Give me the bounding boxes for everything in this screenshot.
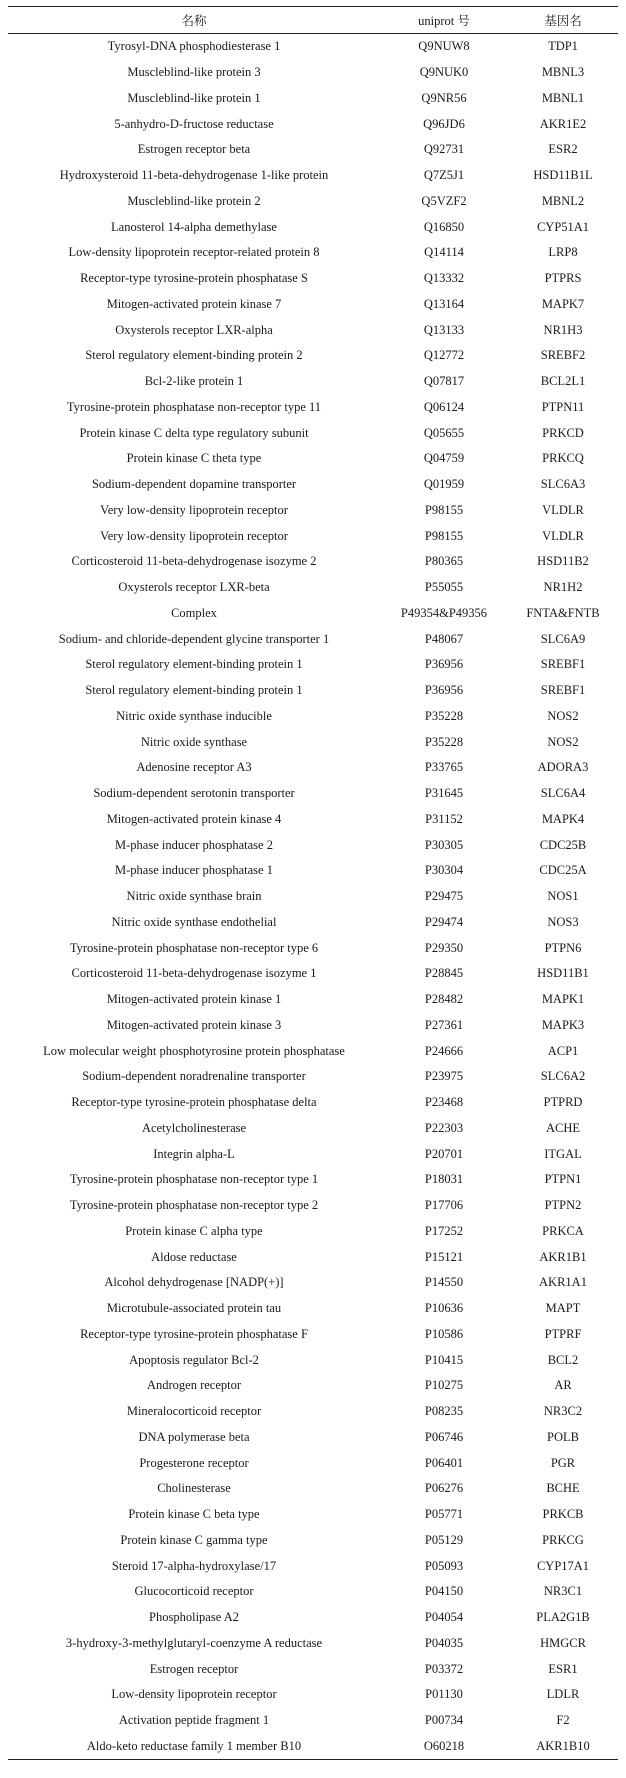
table-row	[8, 987, 618, 1013]
table-row	[8, 86, 618, 112]
cell-uniprot: P30304	[424, 863, 464, 878]
cell-uniprot: P55055	[424, 580, 464, 595]
cell-uniprot: Q16850	[423, 219, 465, 234]
cell-name: Estrogen receptor	[149, 1661, 239, 1676]
cell-uniprot: P01130	[425, 1687, 463, 1702]
header-gene: 基因名	[508, 7, 618, 34]
cell-name: Adenosine receptor A3	[136, 760, 252, 775]
cell-gene: CDC25B	[539, 837, 587, 852]
cell-gene: MAPK7	[541, 296, 585, 311]
cell-gene: VLDLR	[542, 502, 584, 517]
cell-gene: ESR1	[548, 1661, 578, 1676]
table-row	[8, 1631, 618, 1657]
table-row	[8, 755, 618, 781]
cell-name: Integrin alpha-L	[153, 1146, 235, 1161]
cell-gene: BCHE	[546, 1481, 580, 1496]
cell-name: 3-hydroxy-3-methylglutaryl-coenzyme A reductase	[65, 1635, 323, 1650]
cell-uniprot: Q12772	[423, 348, 465, 363]
cell-name: Corticosteroid 11-beta-dehydrogenase isozyme 1	[71, 966, 317, 981]
table-row	[8, 1013, 618, 1039]
cell-gene: HSD11B2	[537, 554, 589, 569]
table-row	[8, 498, 618, 524]
cell-uniprot: Q9NR56	[421, 90, 467, 105]
cell-uniprot: P10275	[424, 1378, 464, 1393]
cell-gene: SREBF2	[540, 348, 586, 363]
cell-uniprot: P06746	[424, 1429, 464, 1444]
cell-name: Protein kinase C beta type	[128, 1507, 260, 1522]
cell-uniprot: P18031	[424, 1172, 464, 1187]
cell-uniprot: P06276	[424, 1481, 464, 1496]
cell-name: Low-density lipoprotein receptor-related protein 8	[68, 245, 320, 260]
cell-uniprot: P49354&P49356	[400, 605, 488, 620]
table-row	[8, 1193, 618, 1219]
cell-name: Sodium-dependent dopamine transporter	[91, 477, 297, 492]
table-row	[8, 189, 618, 215]
table-row	[8, 163, 618, 189]
table-row	[8, 601, 618, 627]
cell-name: Aldo-keto reductase family 1 member B10	[8, 1734, 380, 1760]
cell-gene: PRKCG	[542, 1532, 584, 1547]
cell-gene: PTPN6	[544, 940, 582, 955]
cell-uniprot: P05093	[424, 1558, 464, 1573]
cell-uniprot: Q13332	[423, 271, 465, 286]
cell-gene: SLC6A2	[540, 1069, 586, 1084]
cell-name: Tyrosine-protein phosphatase non-receptor type 11	[66, 399, 322, 414]
table-row	[8, 1605, 618, 1631]
table-row	[8, 935, 618, 961]
table-row	[8, 832, 618, 858]
table-row	[8, 729, 618, 755]
header-row	[8, 7, 618, 34]
table-row	[8, 704, 618, 730]
cell-gene: MBNL2	[541, 193, 585, 208]
cell-uniprot: Q04759	[423, 451, 465, 466]
cell-uniprot: P30305	[424, 837, 464, 852]
cell-gene: MAPK3	[541, 1017, 585, 1032]
table-row	[8, 523, 618, 549]
document-page	[8, 6, 618, 1760]
table-row	[8, 1373, 618, 1399]
cell-name: Aldose reductase	[151, 1249, 237, 1264]
cell-gene: PTPN1	[544, 1172, 582, 1187]
table-row	[8, 420, 618, 446]
cell-gene: SLC6A3	[540, 477, 586, 492]
cell-name: Sodium-dependent serotonin transporter	[93, 786, 295, 801]
cell-name: Protein kinase C alpha type	[125, 1223, 263, 1238]
cell-gene: PTPRF	[544, 1326, 582, 1341]
table-row	[8, 395, 618, 421]
cell-name: Estrogen receptor beta	[137, 142, 251, 157]
cell-uniprot: P33765	[424, 760, 464, 775]
cell-name: Low-density lipoprotein receptor	[111, 1687, 277, 1702]
cell-gene: ADORA3	[537, 760, 589, 775]
cell-gene: F2	[556, 1713, 570, 1728]
table-row	[8, 214, 618, 240]
cell-uniprot: P14550	[424, 1275, 464, 1290]
table-row	[8, 1296, 618, 1322]
table-row	[8, 1425, 618, 1451]
cell-gene: NR1H2	[543, 580, 583, 595]
table-row	[8, 1553, 618, 1579]
cell-name: Glucocorticoid receptor	[134, 1584, 254, 1599]
cell-gene: POLB	[547, 1429, 579, 1444]
header-uniprot: uniprot 号	[380, 7, 508, 34]
table-row	[8, 1347, 618, 1373]
table-row	[8, 1322, 618, 1348]
cell-uniprot: P31152	[425, 811, 463, 826]
cell-name: Apoptosis regulator Bcl-2	[129, 1352, 259, 1367]
cell-name: Tyrosyl-DNA phosphodiesterase 1	[107, 39, 281, 54]
table-row	[8, 137, 618, 163]
cell-name: Receptor-type tyrosine-protein phosphatase S	[80, 271, 308, 286]
table-row	[8, 1708, 618, 1734]
table-row	[8, 652, 618, 678]
cell-name: Muscleblind-like protein 2	[127, 193, 261, 208]
cell-uniprot: P00734	[424, 1713, 464, 1728]
table-row	[8, 910, 618, 936]
cell-gene: MBNL3	[541, 65, 585, 80]
cell-gene: HMGCR	[540, 1635, 586, 1650]
cell-name: Corticosteroid 11-beta-dehydrogenase isozyme 2	[71, 554, 317, 569]
cell-gene: CYP17A1	[536, 1558, 590, 1573]
table-row	[8, 317, 618, 343]
table-row	[8, 781, 618, 807]
protein-table	[8, 6, 618, 1760]
cell-uniprot: P04054	[424, 1610, 464, 1625]
cell-name: Protein kinase C gamma type	[120, 1532, 268, 1547]
cell-name: M-phase inducer phosphatase 2	[115, 837, 273, 852]
cell-uniprot: P29474	[424, 914, 464, 929]
table-row	[8, 858, 618, 884]
cell-name: Receptor-type tyrosine-protein phosphatase F	[80, 1326, 308, 1341]
cell-uniprot: P35228	[424, 708, 464, 723]
cell-uniprot: P31645	[424, 786, 464, 801]
cell-gene: PRKCD	[542, 425, 584, 440]
cell-gene: AKR1E2	[539, 116, 587, 131]
cell-gene: BCL2	[547, 1352, 579, 1367]
cell-uniprot: Q05655	[423, 425, 465, 440]
cell-uniprot: P98155	[424, 528, 464, 543]
cell-name: Complex	[171, 605, 217, 620]
table-row	[8, 678, 618, 704]
table-row	[8, 369, 618, 395]
table-row	[8, 884, 618, 910]
table-row	[8, 1270, 618, 1296]
table-row	[8, 1038, 618, 1064]
table-row	[8, 1656, 618, 1682]
cell-name: Steroid 17-alpha-hydroxylase/17	[111, 1558, 277, 1573]
cell-gene: VLDLR	[542, 528, 584, 543]
cell-uniprot: Q96JD6	[423, 116, 465, 131]
cell-gene: MAPK4	[541, 811, 585, 826]
cell-name: Nitric oxide synthase endothelial	[111, 914, 277, 929]
cell-name: Sterol regulatory element-binding protein 1	[85, 683, 303, 698]
cell-gene: HSD11B1	[537, 966, 589, 981]
cell-gene: AKR1B10	[508, 1734, 618, 1760]
cell-name: Muscleblind-like protein 3	[127, 65, 261, 80]
cell-gene: AKR1A1	[539, 1275, 587, 1290]
table-row	[8, 1064, 618, 1090]
table-row	[8, 1528, 618, 1554]
cell-name: Oxysterols receptor LXR-alpha	[115, 322, 273, 337]
cell-gene: NR3C2	[543, 1404, 583, 1419]
table-row	[8, 1476, 618, 1502]
table-row	[8, 1399, 618, 1425]
cell-gene: ITGAL	[544, 1146, 582, 1161]
cell-gene: TDP1	[548, 39, 578, 54]
table-row	[8, 1682, 618, 1708]
cell-gene: PTPN11	[541, 399, 585, 414]
cell-name: Mitogen-activated protein kinase 1	[106, 992, 282, 1007]
cell-uniprot: P80365	[424, 554, 464, 569]
cell-uniprot: Q9NUK0	[419, 65, 469, 80]
cell-gene: NR3C1	[543, 1584, 583, 1599]
table-row	[8, 1244, 618, 1270]
cell-uniprot: Q13164	[423, 296, 465, 311]
table-row	[8, 1579, 618, 1605]
table-row	[8, 472, 618, 498]
cell-name: Muscleblind-like protein 1	[127, 90, 261, 105]
cell-uniprot: P22303	[424, 1120, 464, 1135]
cell-name: Low molecular weight phosphotyrosine protein phosphatase	[43, 1043, 345, 1058]
cell-gene: PRKCB	[542, 1507, 584, 1522]
cell-uniprot: P10636	[424, 1301, 464, 1316]
cell-gene: SLC6A4	[540, 786, 586, 801]
cell-uniprot: P35228	[424, 734, 464, 749]
table-row	[8, 343, 618, 369]
table-row	[8, 446, 618, 472]
cell-gene: SREBF1	[540, 683, 586, 698]
table-row	[8, 1116, 618, 1142]
cell-gene: BCL2L1	[540, 374, 586, 389]
cell-name: Androgen receptor	[146, 1378, 242, 1393]
cell-uniprot: P28482	[424, 992, 464, 1007]
cell-name: Very low-density lipoprotein receptor	[100, 528, 288, 543]
cell-name: DNA polymerase beta	[138, 1429, 250, 1444]
cell-uniprot: O60218	[380, 1734, 508, 1760]
cell-name: Nitric oxide synthase	[140, 734, 248, 749]
table-row	[8, 1090, 618, 1116]
cell-name: Receptor-type tyrosine-protein phosphatase delta	[71, 1095, 317, 1110]
cell-uniprot: P10415	[424, 1352, 464, 1367]
cell-name: Microtubule-associated protein tau	[106, 1301, 282, 1316]
cell-uniprot: P20701	[424, 1146, 464, 1161]
table-row	[8, 292, 618, 318]
table-row	[8, 575, 618, 601]
table-row	[8, 1167, 618, 1193]
cell-name: Protein kinase C delta type regulatory subunit	[79, 425, 309, 440]
cell-uniprot: P05771	[424, 1507, 464, 1522]
table-row	[8, 111, 618, 137]
cell-name: Progesterone receptor	[139, 1455, 249, 1470]
cell-gene: SLC6A9	[540, 631, 586, 646]
cell-uniprot: P28845	[424, 966, 464, 981]
cell-uniprot: P27361	[424, 1017, 464, 1032]
cell-gene: PRKCA	[542, 1223, 584, 1238]
cell-gene: AR	[554, 1378, 572, 1393]
cell-uniprot: P04035	[424, 1635, 464, 1650]
cell-uniprot: P29350	[424, 940, 464, 955]
cell-name: Sterol regulatory element-binding protein 1	[85, 657, 303, 672]
cell-name: Bcl-2-like protein 1	[144, 374, 244, 389]
cell-uniprot: P29475	[424, 889, 464, 904]
cell-gene: CYP51A1	[536, 219, 590, 234]
cell-gene: ACHE	[545, 1120, 581, 1135]
cell-name: 5-anhydro-D-fructose reductase	[114, 116, 274, 131]
cell-gene: CDC25A	[539, 863, 587, 878]
cell-uniprot: Q06124	[423, 399, 465, 414]
table-row	[8, 60, 618, 86]
table-header	[8, 7, 618, 34]
cell-uniprot: Q92731	[423, 142, 465, 157]
cell-name: Tyrosine-protein phosphatase non-receptor type 6	[69, 940, 319, 955]
cell-uniprot: Q9NUW8	[418, 39, 470, 54]
cell-uniprot: P15121	[424, 1249, 464, 1264]
cell-uniprot: P06401	[424, 1455, 464, 1470]
cell-uniprot: P05129	[424, 1532, 464, 1547]
table-row	[8, 961, 618, 987]
cell-name: Tyrosine-protein phosphatase non-receptor type 1	[69, 1172, 319, 1187]
cell-uniprot: P48067	[424, 631, 464, 646]
cell-name: Mitogen-activated protein kinase 7	[106, 296, 282, 311]
cell-uniprot: Q7Z5J1	[423, 168, 465, 183]
table-row	[8, 266, 618, 292]
cell-name: Acetylcholinesterase	[141, 1120, 247, 1135]
cell-gene: ACP1	[547, 1043, 579, 1058]
cell-name: Alcohol dehydrogenase [NADP(+)]	[104, 1275, 284, 1290]
cell-name: Very low-density lipoprotein receptor	[100, 502, 288, 517]
cell-name: Hydroxysteroid 11-beta-dehydrogenase 1-like protein	[59, 168, 329, 183]
table-row	[8, 1502, 618, 1528]
cell-gene: NR1H3	[543, 322, 583, 337]
cell-uniprot: P36956	[424, 657, 464, 672]
cell-uniprot: Q14114	[424, 245, 464, 260]
cell-name: Mitogen-activated protein kinase 3	[106, 1017, 282, 1032]
table-row	[8, 549, 618, 575]
cell-name: Lanosterol 14-alpha demethylase	[111, 219, 277, 234]
cell-uniprot: P36956	[424, 683, 464, 698]
cell-name: Sterol regulatory element-binding protein 2	[85, 348, 303, 363]
table-row	[8, 1450, 618, 1476]
cell-uniprot: Q13133	[423, 322, 465, 337]
cell-name: Tyrosine-protein phosphatase non-receptor type 2	[69, 1198, 319, 1213]
cell-gene: MAPT	[545, 1301, 581, 1316]
cell-gene: NOS2	[547, 734, 579, 749]
cell-uniprot: P17706	[424, 1198, 464, 1213]
table-row	[8, 1219, 618, 1245]
cell-gene: LRP8	[548, 245, 578, 260]
cell-gene: PGR	[550, 1455, 576, 1470]
header-name: 名称	[8, 7, 380, 34]
table-row	[8, 34, 618, 60]
cell-name: Nitric oxide synthase brain	[126, 889, 262, 904]
cell-name: Oxysterols receptor LXR-beta	[118, 580, 270, 595]
cell-gene: ESR2	[548, 142, 578, 157]
cell-gene: HSD11B1L	[533, 168, 593, 183]
cell-name: Sodium-dependent noradrenaline transporter	[82, 1069, 306, 1084]
table-row	[8, 240, 618, 266]
cell-uniprot: P10586	[424, 1326, 464, 1341]
cell-gene: PLA2G1B	[536, 1610, 590, 1625]
cell-gene: PTPN2	[544, 1198, 582, 1213]
cell-gene: NOS3	[547, 914, 579, 929]
cell-name: Sodium- and chloride-dependent glycine transporter 1	[58, 631, 330, 646]
table-row	[8, 626, 618, 652]
cell-uniprot: P04150	[424, 1584, 464, 1599]
cell-uniprot: P23468	[424, 1095, 464, 1110]
cell-uniprot: Q5VZF2	[421, 193, 467, 208]
cell-gene: LDLR	[546, 1687, 580, 1702]
cell-name: Phospholipase A2	[149, 1610, 239, 1625]
cell-gene: AKR1B1	[539, 1249, 587, 1264]
cell-uniprot: Q01959	[423, 477, 465, 492]
cell-gene: PTPRD	[543, 1095, 583, 1110]
cell-gene: PTPRS	[544, 271, 582, 286]
cell-name: Cholinesterase	[157, 1481, 231, 1496]
table-row	[8, 807, 618, 833]
cell-name: Activation peptide fragment 1	[118, 1713, 270, 1728]
table-row	[8, 1734, 618, 1760]
cell-uniprot: P23975	[424, 1069, 464, 1084]
cell-name: Protein kinase C theta type	[126, 451, 262, 466]
cell-uniprot: P98155	[424, 502, 464, 517]
cell-uniprot: P03372	[424, 1661, 464, 1676]
cell-gene: NOS2	[547, 708, 579, 723]
table-row	[8, 1141, 618, 1167]
table-body	[8, 34, 618, 1760]
cell-uniprot: P17252	[424, 1223, 464, 1238]
cell-gene: MAPK1	[541, 992, 585, 1007]
cell-uniprot: P08235	[424, 1404, 464, 1419]
cell-uniprot: Q07817	[423, 374, 465, 389]
cell-gene: MBNL1	[541, 90, 585, 105]
cell-name: Nitric oxide synthase inducible	[116, 708, 272, 723]
cell-gene: NOS1	[547, 889, 579, 904]
cell-name: M-phase inducer phosphatase 1	[115, 863, 273, 878]
cell-name: Mitogen-activated protein kinase 4	[106, 811, 282, 826]
cell-gene: FNTA&FNTB	[526, 605, 600, 620]
cell-uniprot: P24666	[424, 1043, 464, 1058]
cell-name: Mineralocorticoid receptor	[126, 1404, 262, 1419]
cell-gene: PRKCQ	[542, 451, 584, 466]
cell-gene: SREBF1	[540, 657, 586, 672]
